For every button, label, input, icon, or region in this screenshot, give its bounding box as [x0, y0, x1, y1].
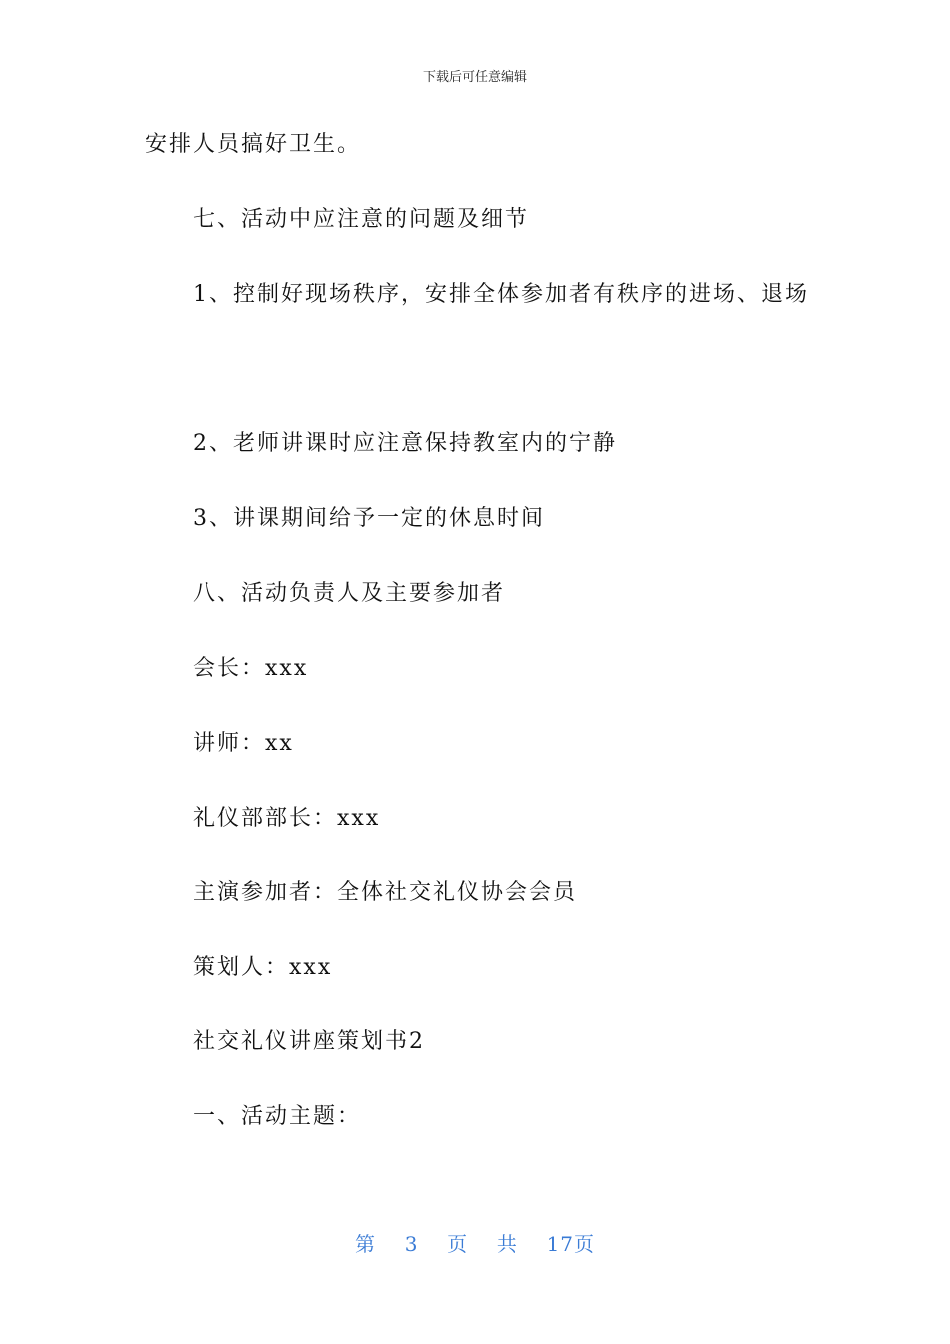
page-header: 下载后可任意编辑	[422, 70, 527, 85]
page-label-prefix: 第	[354, 1232, 376, 1256]
page-footer	[0, 1228, 950, 1257]
president-line: 会长：xxx	[193, 656, 309, 681]
lecturer-line: 讲师：xx	[193, 731, 294, 756]
current-page-number: 3	[404, 1232, 419, 1256]
page-label-mid: 页	[447, 1232, 469, 1256]
section-heading-8: 八、活动负责人及主要参加者	[193, 581, 506, 606]
total-pages: 17页	[546, 1232, 596, 1256]
total-label: 共	[496, 1232, 518, 1256]
document-title-2: 社交礼仪讲座策划书2	[193, 1029, 425, 1054]
body-line-1: 安排人员搞好卫生。	[145, 132, 362, 157]
list-item-3: 3、讲课期间给予一定的休息时间	[193, 506, 545, 531]
participants-line: 主演参加者：全体社交礼仪协会会员	[193, 880, 578, 905]
list-item-2: 2、老师讲课时应注意保持教室内的宁静	[193, 431, 617, 456]
section-heading-7: 七、活动中应注意的问题及细节	[193, 207, 530, 232]
section-heading-1: 一、活动主题：	[193, 1104, 362, 1129]
etiquette-minister-line: 礼仪部部长：xxx	[193, 806, 381, 831]
planner-line: 策划人：xxx	[193, 955, 333, 980]
list-item-1: 1、控制好现场秩序，安排全体参加者有秩序的进场、退场	[193, 282, 809, 307]
